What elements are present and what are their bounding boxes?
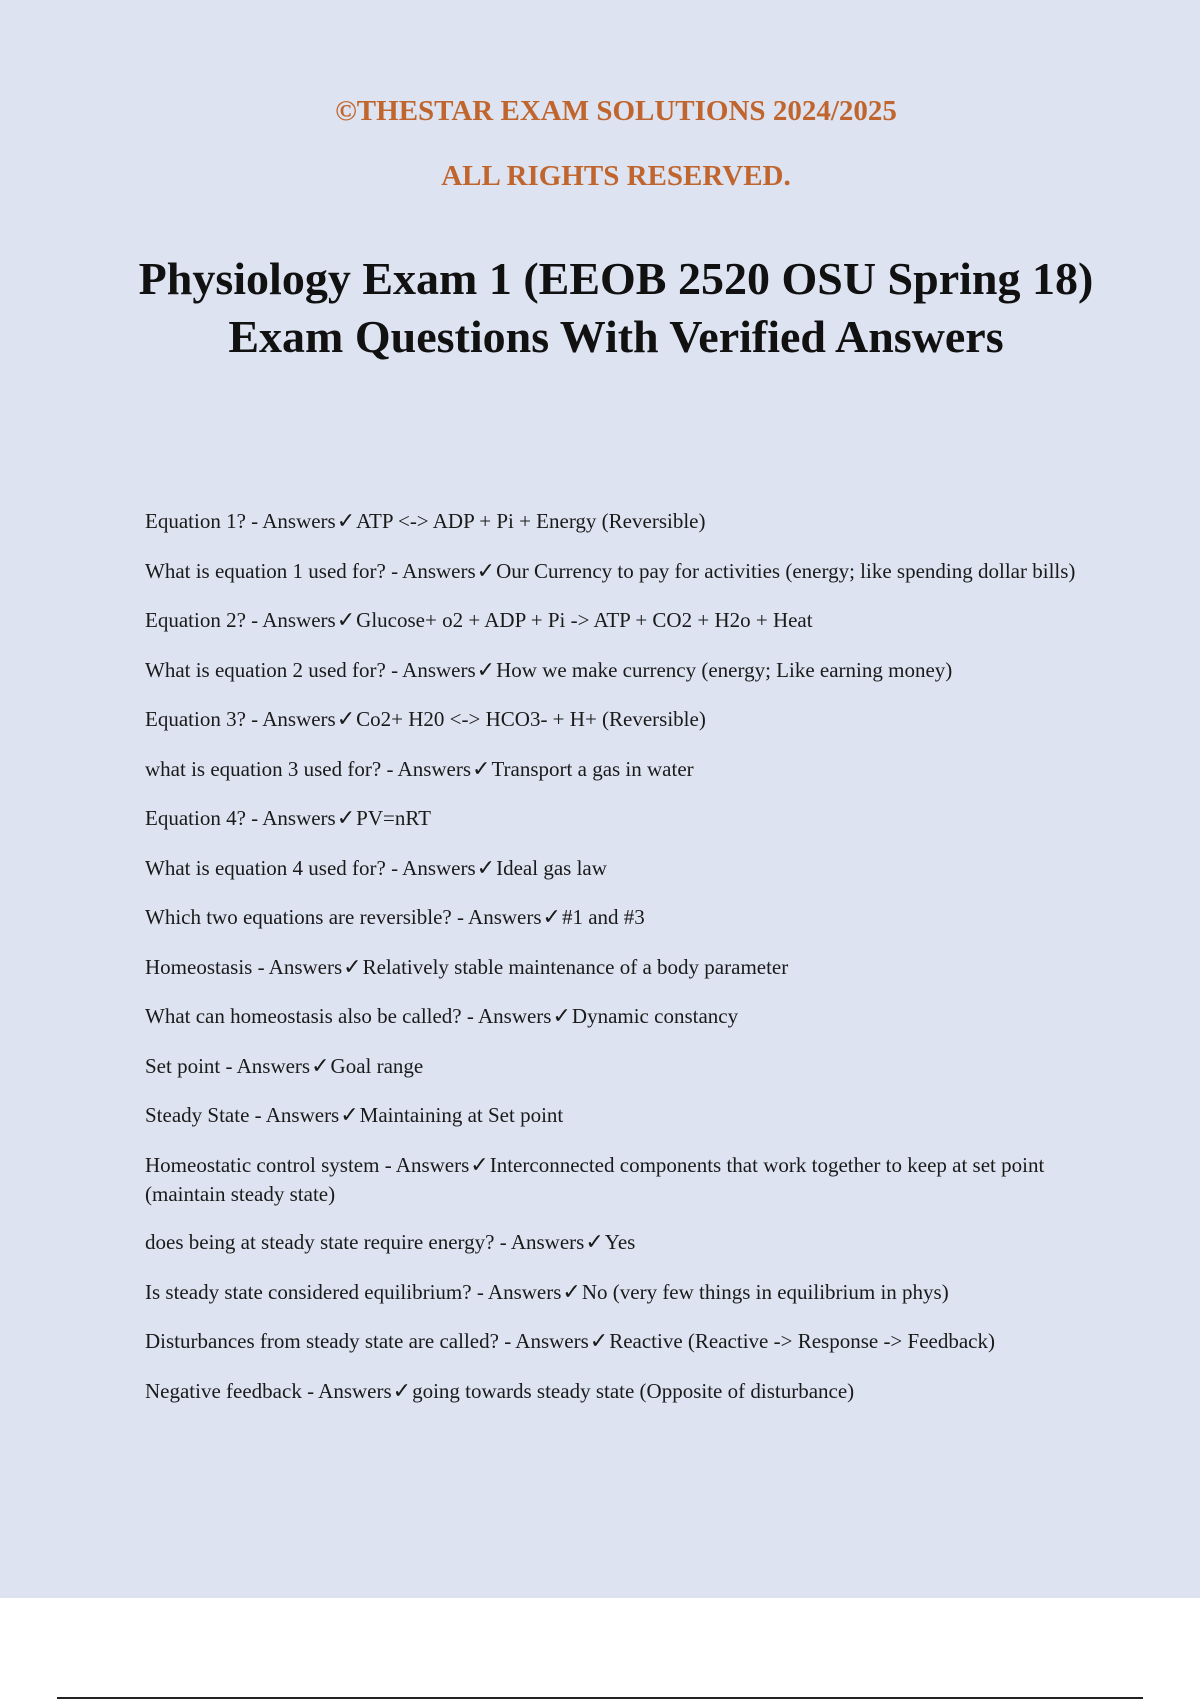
question-text: what is equation 3 used for? <box>145 756 382 781</box>
answer-separator: - Answers <box>251 806 336 830</box>
answer-separator: - Answers <box>391 855 476 880</box>
answer-separator: - Answers <box>386 756 472 781</box>
question-text: Equation 3? <box>145 707 246 731</box>
rights-reserved-notice: ALL RIGHTS RESERVED. <box>441 160 791 192</box>
answer-separator: - Answers <box>391 558 476 583</box>
answer-text: PV=nRT <box>356 806 431 830</box>
answer-text: Co2+ H20 <-> HCO3- + H+ (Reversible) <box>356 707 706 731</box>
question-text: What is equation 2 used for? <box>145 657 386 682</box>
question-text: Equation 2? <box>145 608 246 632</box>
copyright-notice: ©THESTAR EXAM SOLUTIONS 2024/2025 <box>335 95 897 127</box>
check-mark-icon: ✓ <box>336 608 356 633</box>
qa-item <box>145 557 1085 586</box>
check-mark-icon: ✓ <box>476 558 496 584</box>
qa-item <box>145 507 1085 536</box>
answer-text: Yes <box>604 1230 636 1254</box>
question-text: Which two equations are reversible? <box>145 905 452 929</box>
qa-item <box>145 1327 1085 1356</box>
answer-separator: - Answers <box>257 954 343 979</box>
qa-item <box>145 953 1085 982</box>
check-mark-icon: ✓ <box>476 855 496 881</box>
question-text: Disturbances from steady state are called? <box>145 1329 499 1353</box>
footer-divider <box>57 1697 1143 1699</box>
question-text: Set point <box>145 1053 221 1078</box>
answer-text: Relatively stable maintenance of a body parameter <box>362 954 789 979</box>
check-mark-icon: ✓ <box>472 756 491 782</box>
qa-item <box>145 1002 1085 1031</box>
answer-separator: - Answers <box>251 509 336 533</box>
answer-separator: - Answers <box>225 1053 311 1078</box>
answer-separator: - Answers <box>251 707 336 731</box>
answer-separator: - Answers <box>307 1378 392 1403</box>
qa-item <box>145 804 1085 833</box>
answer-separator: - Answers <box>504 1329 589 1353</box>
qa-item <box>145 606 1085 635</box>
question-text: Equation 4? <box>145 806 246 830</box>
check-mark-icon: ✓ <box>552 1004 571 1029</box>
answer-separator: - Answers <box>499 1230 585 1254</box>
qa-item <box>145 1377 1085 1406</box>
question-answer-list <box>145 507 1085 1426</box>
question-text: What is equation 4 used for? <box>145 855 386 880</box>
qa-item <box>145 1228 1085 1257</box>
answer-text: Transport a gas in water <box>491 756 694 781</box>
qa-item <box>145 1101 1085 1130</box>
qa-item <box>145 1052 1085 1081</box>
check-mark-icon: ✓ <box>336 509 356 534</box>
check-mark-icon: ✓ <box>585 1230 604 1255</box>
check-mark-icon: ✓ <box>542 905 561 930</box>
answer-text: Reactive (Reactive -> Response -> Feedback) <box>609 1329 995 1353</box>
answer-text: #1 and #3 <box>561 905 645 929</box>
question-text: Homeostatic control system <box>145 1152 380 1177</box>
question-text: What is equation 1 used for? <box>145 558 386 583</box>
answer-text: Dynamic constancy <box>571 1004 739 1028</box>
question-text: Is steady state considered equilibrium? <box>145 1279 472 1304</box>
qa-item <box>145 1151 1085 1208</box>
answer-text: How we make currency (energy; Like earning money) <box>496 657 953 682</box>
answer-text: Maintaining at Set point <box>359 1103 564 1127</box>
check-mark-icon: ✓ <box>340 1103 359 1128</box>
check-mark-icon: ✓ <box>336 707 356 732</box>
answer-text: No (very few things in equilibrium in phys) <box>581 1279 949 1304</box>
answer-text: Interconnected components that work together to keep at set point (maintain steady state) <box>145 1152 1045 1206</box>
answer-text: Glucose+ o2 + ADP + Pi -> ATP + CO2 + H2o + Heat <box>356 608 813 632</box>
answer-separator: - Answers <box>466 1004 552 1028</box>
qa-item <box>145 854 1085 883</box>
question-text: Homeostasis <box>145 954 253 979</box>
answer-separator: - Answers <box>384 1152 470 1177</box>
check-mark-icon: ✓ <box>392 1378 412 1404</box>
check-mark-icon: ✓ <box>589 1329 609 1354</box>
question-text: Negative feedback <box>145 1378 302 1403</box>
answer-text: Goal range <box>330 1053 424 1078</box>
check-mark-icon: ✓ <box>470 1152 489 1178</box>
answer-separator: - Answers <box>476 1279 562 1304</box>
answer-separator: - Answers <box>391 657 476 682</box>
question-text: does being at steady state require energy? <box>145 1230 495 1254</box>
answer-separator: - Answers <box>254 1103 340 1127</box>
check-mark-icon: ✓ <box>343 954 362 980</box>
qa-item <box>145 1278 1085 1307</box>
check-mark-icon: ✓ <box>311 1053 330 1079</box>
qa-item <box>145 656 1085 685</box>
answer-text: Ideal gas law <box>496 855 607 880</box>
question-text: Equation 1? <box>145 509 246 533</box>
check-mark-icon: ✓ <box>562 1279 581 1305</box>
answer-text: going towards steady state (Opposite of disturbance) <box>412 1378 855 1403</box>
document-title: Physiology Exam 1 (EEOB 2520 OSU Spring 18) Exam Questions With Verified Answers <box>138 253 1094 362</box>
answer-separator: - Answers <box>456 905 542 929</box>
question-text: Steady State <box>145 1103 250 1127</box>
qa-item <box>145 903 1085 932</box>
qa-item <box>145 705 1085 734</box>
check-mark-icon: ✓ <box>336 806 356 831</box>
answer-separator: - Answers <box>251 608 336 632</box>
question-text: What can homeostasis also be called? <box>145 1004 462 1028</box>
answer-text: ATP <-> ADP + Pi + Energy (Reversible) <box>356 509 706 533</box>
check-mark-icon: ✓ <box>476 657 496 683</box>
qa-item <box>145 755 1085 784</box>
answer-text: Our Currency to pay for activities (energy; like spending dollar bills) <box>496 558 1076 583</box>
